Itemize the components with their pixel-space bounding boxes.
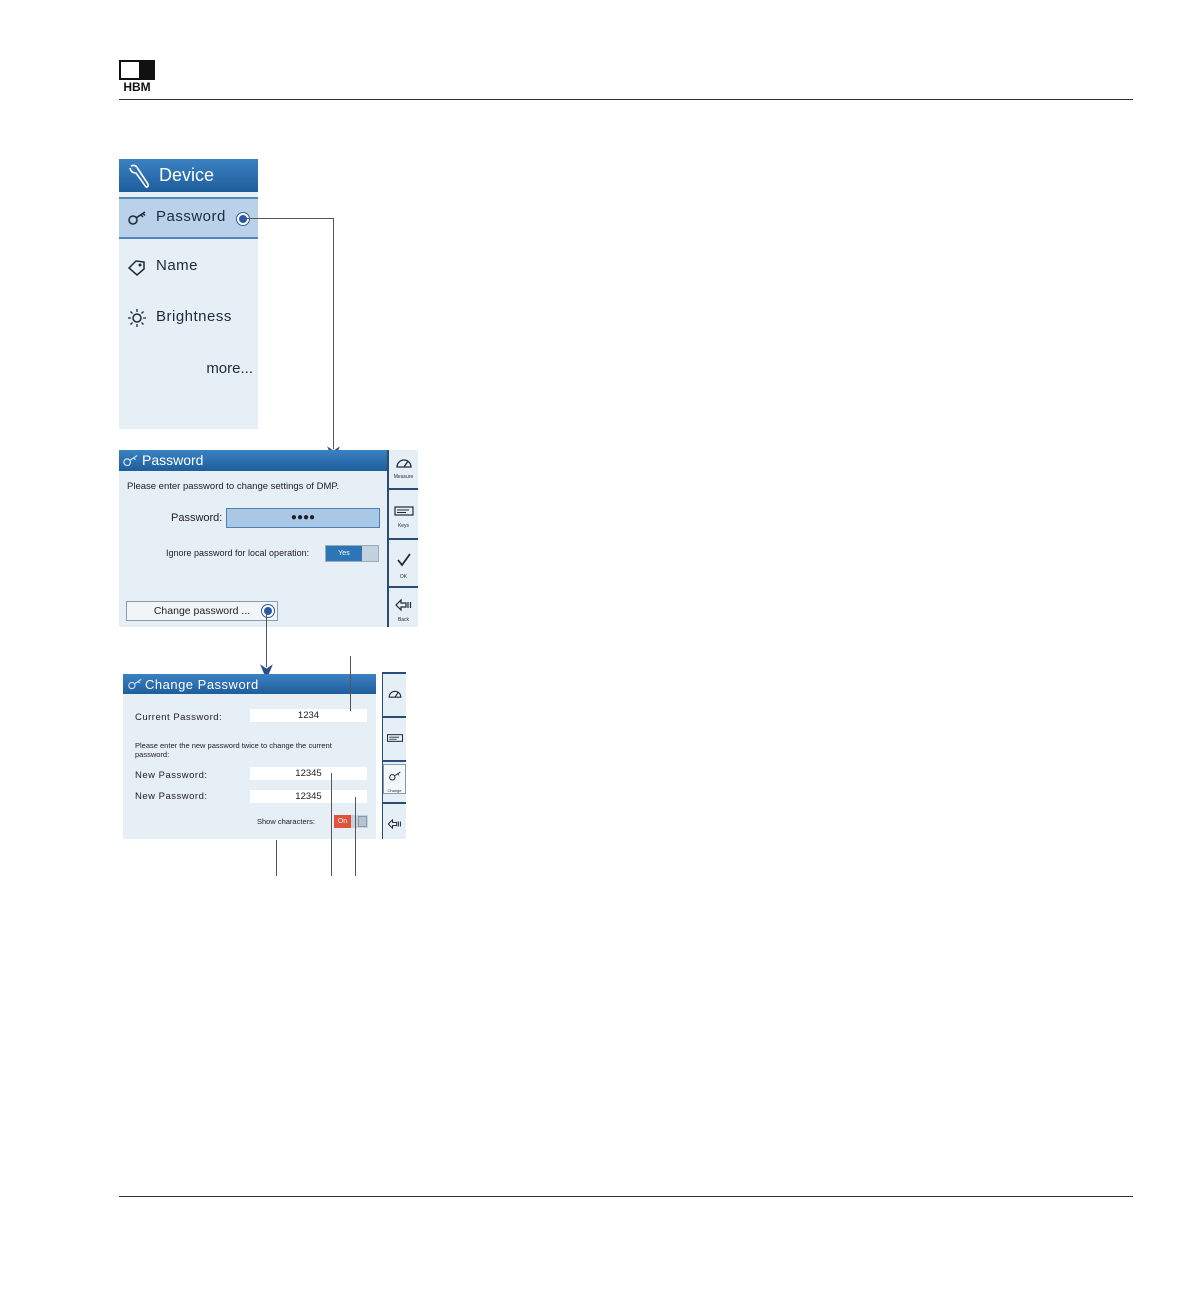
ok-button[interactable] <box>389 552 418 580</box>
back-button-label: Back <box>397 617 410 623</box>
menu-item-label: Password <box>156 208 226 225</box>
connector-line <box>333 218 334 450</box>
svg-text:HBM: HBM <box>123 80 151 92</box>
ignore-password-label: Ignore password for local operation: <box>166 548 310 558</box>
sun-icon <box>127 309 147 327</box>
callout-line <box>276 840 277 876</box>
change-password-dialog <box>123 674 376 839</box>
measure-button-label: Measure <box>393 474 414 480</box>
menu-item-label: Name <box>156 257 199 274</box>
new-password-label-2: New Password: <box>135 791 208 802</box>
change-password-button[interactable]: Change password ... <box>126 601 278 621</box>
back-button[interactable] <box>383 816 406 834</box>
change-dialog-titlebar <box>123 674 376 694</box>
ignore-password-toggle[interactable] <box>325 545 379 562</box>
sidebar-divider <box>389 488 418 490</box>
toggle-knob <box>358 816 367 827</box>
gauge-icon <box>387 688 403 698</box>
password-instruction: Please enter password to change settings of DMP. <box>127 481 340 492</box>
password-label: Password: <box>171 512 223 524</box>
sidebar-divider <box>389 538 418 540</box>
back-arrow-icon <box>395 599 413 611</box>
connector-dot <box>262 605 274 617</box>
hbm-logo <box>119 60 155 92</box>
new-password-input-2[interactable]: 12345 <box>250 790 367 803</box>
sidebar-divider <box>383 760 406 762</box>
footer-rule <box>119 1196 1133 1197</box>
sidebar-divider <box>389 586 418 588</box>
key-icon <box>127 209 147 227</box>
device-menu-header <box>119 159 258 192</box>
password-dialog-sidebar <box>387 450 418 627</box>
connector-dot <box>237 213 249 225</box>
connector-line <box>246 218 333 219</box>
check-icon <box>396 552 412 568</box>
current-password-label: Current Password: <box>135 712 223 723</box>
device-menu <box>119 159 258 429</box>
toggle-yes-label: Yes <box>326 546 362 561</box>
tag-icon <box>127 258 147 276</box>
keys-button-label: Keys <box>397 523 410 529</box>
toggle-on-label: On <box>334 815 351 828</box>
change-instruction: Please enter the new password twice to change the current password: <box>135 741 332 759</box>
keyboard-icon <box>386 733 404 743</box>
change-dialog-sidebar <box>382 672 406 839</box>
keys-button[interactable] <box>383 730 406 748</box>
ok-button-label: OK <box>399 574 408 580</box>
key-icon <box>122 453 139 468</box>
back-button[interactable] <box>389 598 418 623</box>
sidebar-divider <box>383 716 406 718</box>
new-password-label-1: New Password: <box>135 770 208 781</box>
sidebar-divider <box>383 672 406 674</box>
menu-item-brightness[interactable] <box>119 299 258 337</box>
menu-item-name[interactable] <box>119 248 258 286</box>
password-dialog-title: Password <box>142 452 204 468</box>
current-password-input[interactable]: 1234 <box>250 709 367 722</box>
keyboard-icon <box>394 505 414 517</box>
gauge-icon <box>395 456 413 468</box>
key-icon <box>388 770 402 782</box>
keys-button[interactable] <box>389 504 418 529</box>
back-arrow-icon <box>387 819 403 829</box>
change-button-label: Change <box>387 788 402 793</box>
callout-line <box>331 773 332 876</box>
new-password-input-1[interactable]: 12345 <box>250 767 367 780</box>
show-characters-toggle[interactable] <box>334 815 368 828</box>
device-menu-title: Device <box>159 165 215 185</box>
more-link[interactable]: more... <box>206 360 253 377</box>
sidebar-divider <box>383 802 406 804</box>
change-dialog-title: Change Password <box>145 677 259 692</box>
menu-item-label: Brightness <box>156 308 232 325</box>
key-icon <box>127 677 143 691</box>
callout-line <box>355 797 356 876</box>
password-dialog <box>119 450 416 627</box>
show-characters-label: Show characters: <box>257 817 315 826</box>
password-dialog-titlebar <box>119 450 387 471</box>
password-input[interactable]: ●●●● <box>226 508 380 528</box>
measure-button[interactable] <box>383 685 406 703</box>
callout-line <box>350 656 351 711</box>
change-button[interactable] <box>383 764 406 794</box>
measure-button[interactable] <box>389 455 418 480</box>
header-rule <box>119 99 1133 100</box>
wrench-icon <box>127 163 151 189</box>
